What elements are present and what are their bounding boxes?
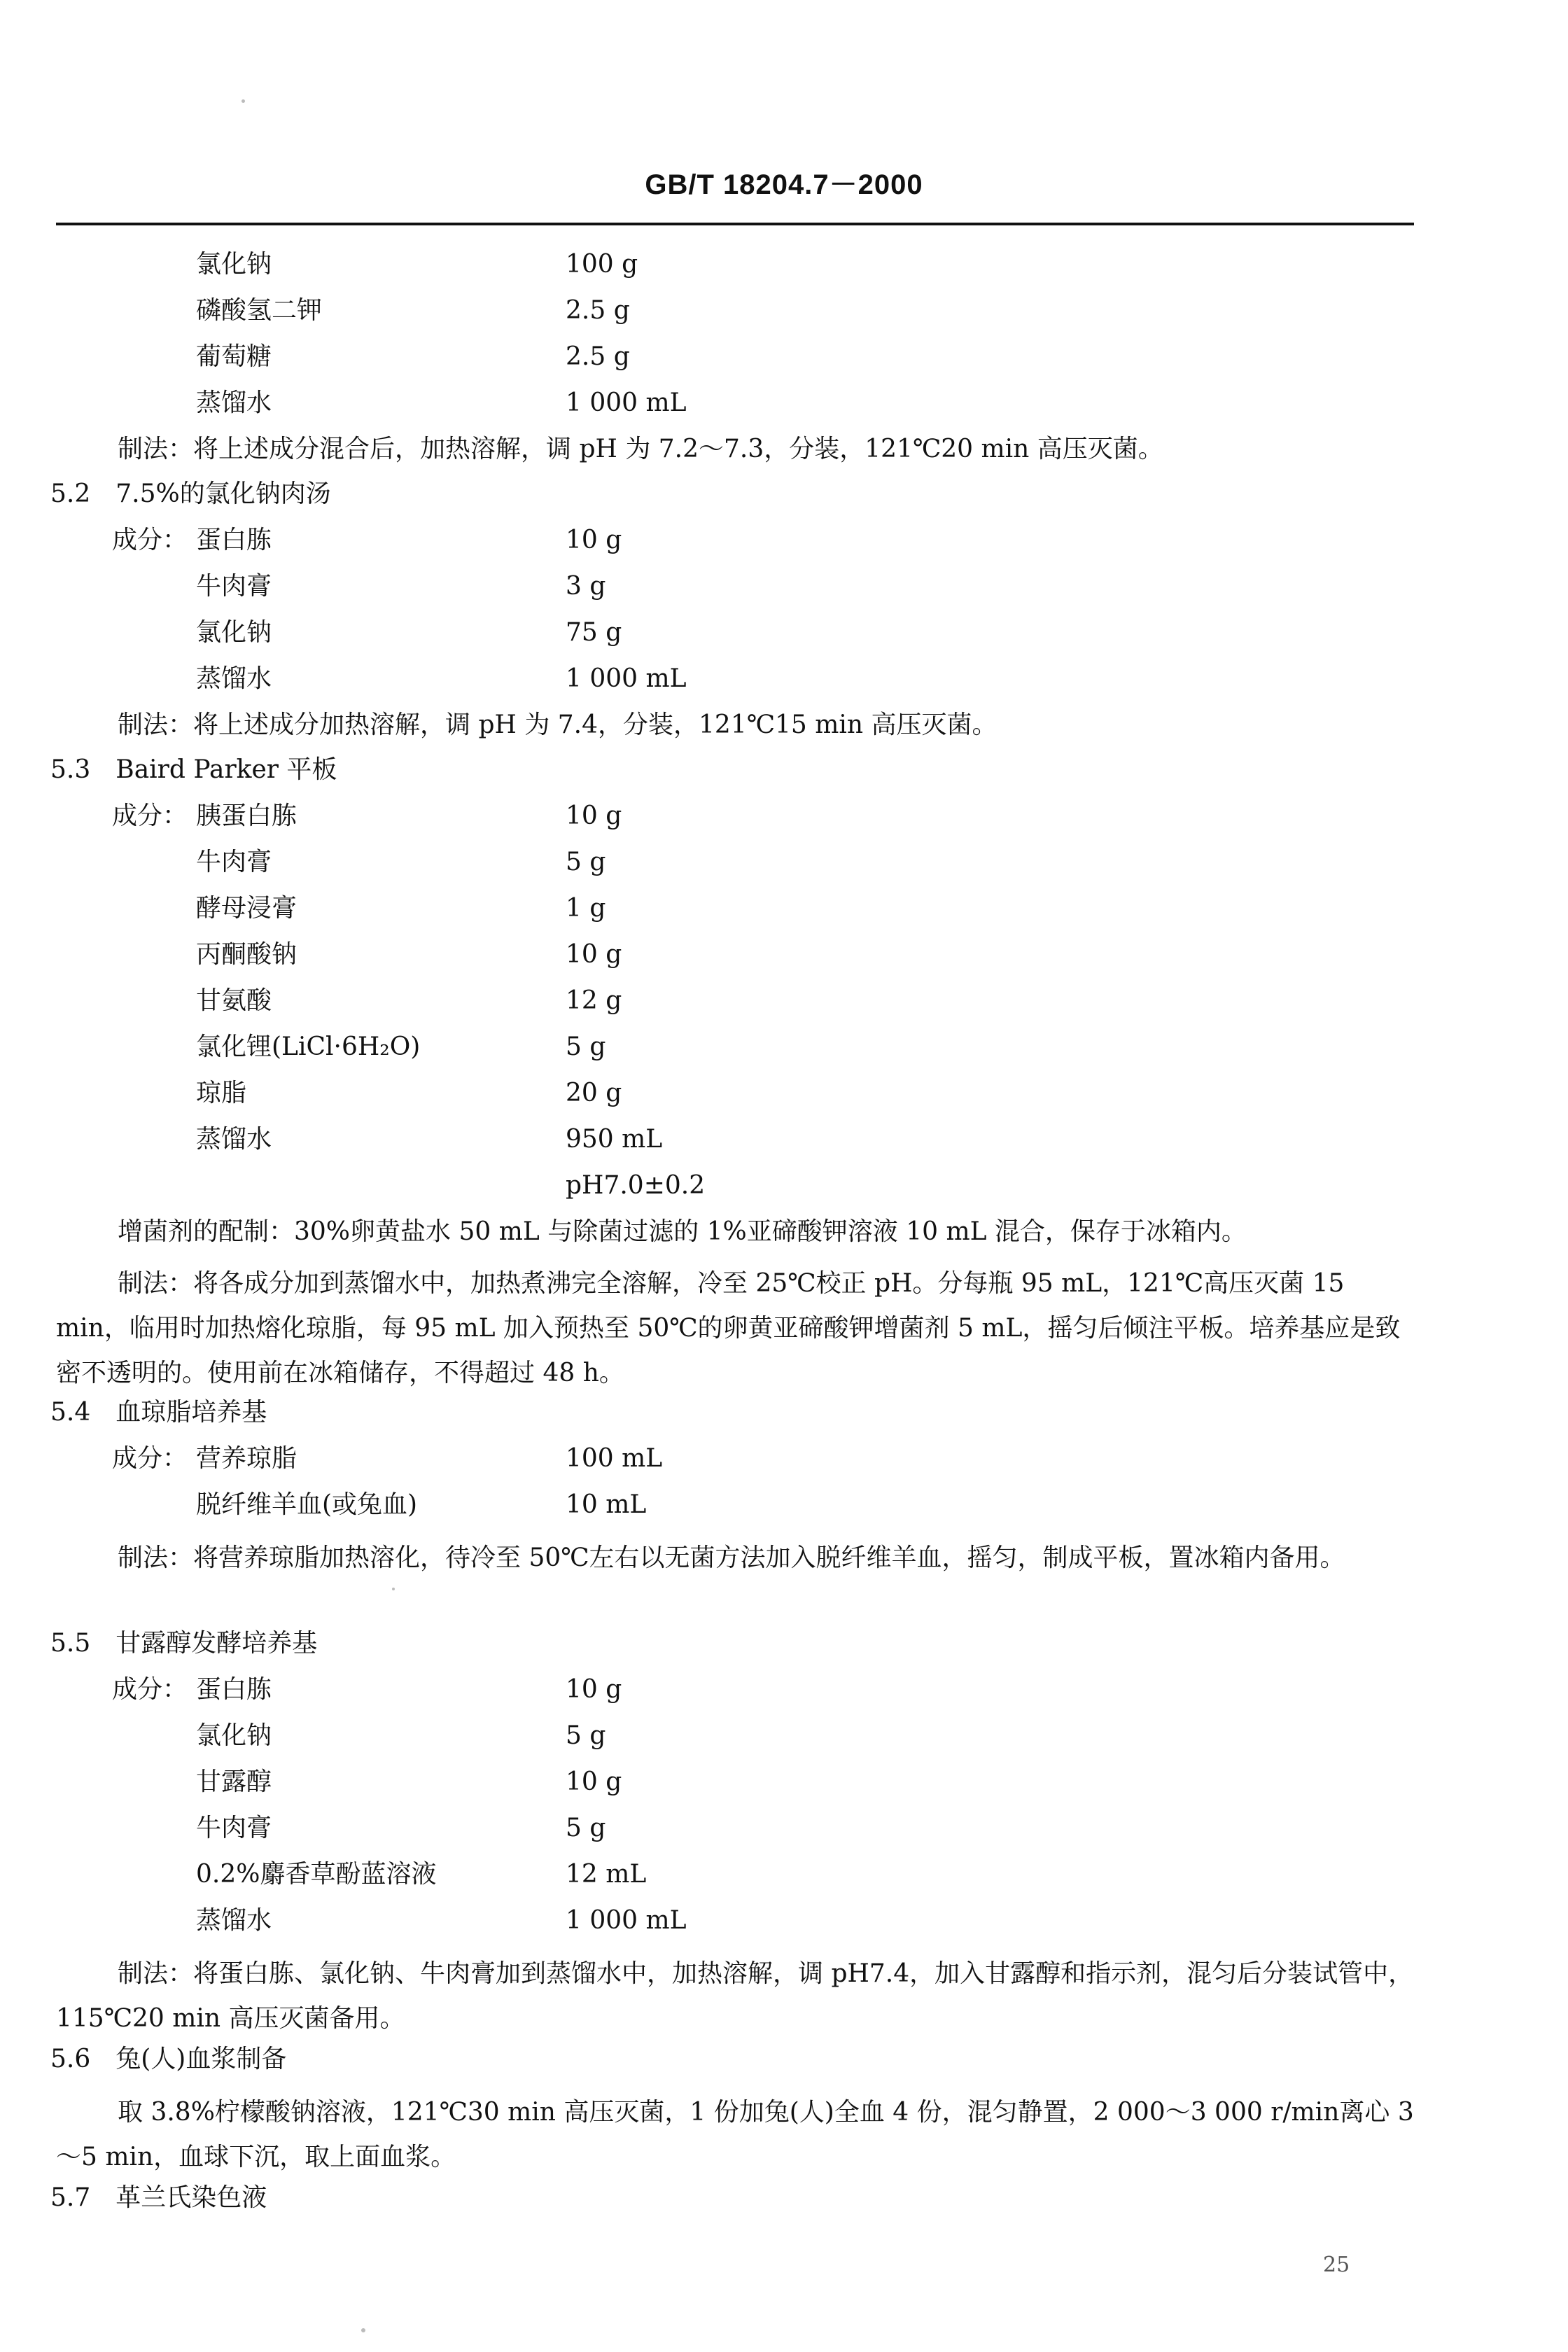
ingredient-amount: 10 g xyxy=(566,1768,622,1796)
ingredient-amount: 10 g xyxy=(566,526,622,554)
ingredient-name: 丙酮酸钠 xyxy=(196,940,298,969)
ingredient-name: 琼脂 xyxy=(196,1079,247,1107)
ingredient-name: 胰蛋白胨 xyxy=(196,802,298,830)
ingredient-amount: 12 mL xyxy=(566,1860,647,1889)
ingredient-amount: 10 g xyxy=(566,1675,622,1704)
document-header: GB/T 18204.7－2000 xyxy=(645,169,923,200)
enrichment-text: 增菌剂的配制：30%卵黄盐水 50 mL 与除菌过滤的 1%亚碲酸钾溶液 10 mL 混合，保存于冰箱内。 xyxy=(118,1217,1247,1246)
scan-speck xyxy=(361,2328,365,2332)
ingredient-amount: 2.5 g xyxy=(566,296,630,325)
section-heading-5-4: 5.4 血琼脂培养基 xyxy=(50,1398,267,1427)
ingredient-name: 氯化钠 xyxy=(196,618,272,647)
ingredient-amount: 1 g xyxy=(566,894,606,923)
ingredient-amount: 950 mL xyxy=(566,1125,663,1154)
ingredient-amount: 5 g xyxy=(566,1721,606,1750)
ingredient-amount: 10 g xyxy=(566,802,622,830)
ingredients-label: 成分： xyxy=(112,1444,188,1473)
ingredient-amount: 1 000 mL xyxy=(566,664,687,693)
method-text: 制法：将蛋白胨、氯化钠、牛肉膏加到蒸馏水中，加热溶解，调 pH7.4，加入甘露醇和指示剂，混匀后分装试管中，115℃20 min 高压灭菌备用。 xyxy=(56,1959,1414,2033)
method-text: 制法：将上述成分混合后，加热溶解，调 pH 为 7.2～7.3，分装，121℃20 min 高压灭菌。 xyxy=(118,435,1163,463)
ingredient-name: 氯化锂(LiCl·6H₂O) xyxy=(196,1032,421,1061)
ingredient-name: 葡萄糖 xyxy=(196,342,272,371)
ingredient-name: 氯化钠 xyxy=(196,1721,272,1750)
ph-value: pH7.0±0.2 xyxy=(566,1171,706,1200)
ingredient-name: 蛋白胨 xyxy=(196,526,272,554)
scan-speck xyxy=(241,99,245,103)
ingredient-amount: 12 g xyxy=(566,986,622,1015)
ingredient-name: 蒸馏水 xyxy=(196,1125,272,1154)
plasma-preparation-text: 取 3.8%柠檬酸钠溶液，121℃30 min 高压灭菌，1 份加兔(人)全血 4 份，混匀静置，2 000～3 000 r/min离心 3～5 min，血球下沉，取上面血浆。 xyxy=(56,2098,1414,2171)
ingredient-name: 磷酸氢二钾 xyxy=(196,296,323,325)
ingredient-name: 蒸馏水 xyxy=(196,664,272,693)
ingredient-amount: 10 mL xyxy=(566,1490,647,1519)
ingredient-amount: 1 000 mL xyxy=(566,1906,687,1935)
ingredient-name: 蒸馏水 xyxy=(196,1906,272,1935)
ingredient-amount: 75 g xyxy=(566,618,622,647)
section-heading-5-6: 5.6 兔(人)血浆制备 xyxy=(50,2045,287,2073)
ingredient-name: 酵母浸膏 xyxy=(196,894,298,923)
section-heading-5-2: 5.2 7.5%的氯化钠肉汤 xyxy=(50,479,331,508)
ingredient-amount: 100 mL xyxy=(566,1444,663,1473)
ingredient-amount: 1 000 mL xyxy=(566,388,687,417)
method-text: 制法：将上述成分加热溶解，调 pH 为 7.4，分装，121℃15 min 高压灭菌。 xyxy=(118,710,997,739)
ingredients-label: 成分： xyxy=(112,526,188,554)
ingredient-name: 营养琼脂 xyxy=(196,1444,298,1473)
ingredient-name: 蒸馏水 xyxy=(196,388,272,417)
section-heading-5-5: 5.5 甘露醇发酵培养基 xyxy=(50,1629,318,1658)
header-rule xyxy=(56,223,1414,225)
ingredient-name: 牛肉膏 xyxy=(196,848,272,876)
ingredients-label: 成分： xyxy=(112,1675,188,1704)
ingredient-name: 氯化钠 xyxy=(196,250,272,279)
ingredient-name: 牛肉膏 xyxy=(196,572,272,601)
method-text: 制法：将各成分加到蒸馏水中，加热煮沸完全溶解，冷至 25℃校正 pH。分每瓶 95 mL，121℃高压灭菌 15 min，临用时加热熔化琼脂，每 95 mL 加入预热至 50℃的卵黄亚碲酸钾增菌剂 5 mL，摇匀后倾注平板。培养基应是致密不透明的。使用前在冰箱储存，不得超过 48 h。 xyxy=(56,1269,1401,1387)
ingredient-name: 蛋白胨 xyxy=(196,1675,272,1704)
ingredient-name: 牛肉膏 xyxy=(196,1814,272,1842)
ingredient-amount: 100 g xyxy=(566,250,638,279)
ingredient-name: 甘露醇 xyxy=(196,1768,272,1796)
ingredient-amount: 20 g xyxy=(566,1079,622,1107)
ingredient-name: 脱纤维羊血(或兔血) xyxy=(196,1490,418,1519)
ingredient-amount: 5 g xyxy=(566,848,606,876)
section-heading-5-3: 5.3 Baird Parker 平板 xyxy=(50,755,337,784)
scan-speck xyxy=(392,1588,395,1590)
ingredient-amount: 3 g xyxy=(566,572,606,601)
ingredient-name: 甘氨酸 xyxy=(196,986,272,1015)
ingredient-amount: 2.5 g xyxy=(566,342,630,371)
ingredient-name: 0.2%麝香草酚蓝溶液 xyxy=(196,1860,437,1889)
page-number: 25 xyxy=(1323,2253,1350,2277)
ingredients-label: 成分： xyxy=(112,802,188,830)
method-text: 制法：将营养琼脂加热溶化，待冷至 50℃左右以无菌方法加入脱纤维羊血，摇匀，制成平板，置冰箱内备用。 xyxy=(118,1544,1345,1572)
ingredient-amount: 10 g xyxy=(566,940,622,969)
ingredient-amount: 5 g xyxy=(566,1814,606,1842)
section-heading-5-7: 5.7 革兰氏染色液 xyxy=(50,2183,267,2212)
ingredient-amount: 5 g xyxy=(566,1032,606,1061)
